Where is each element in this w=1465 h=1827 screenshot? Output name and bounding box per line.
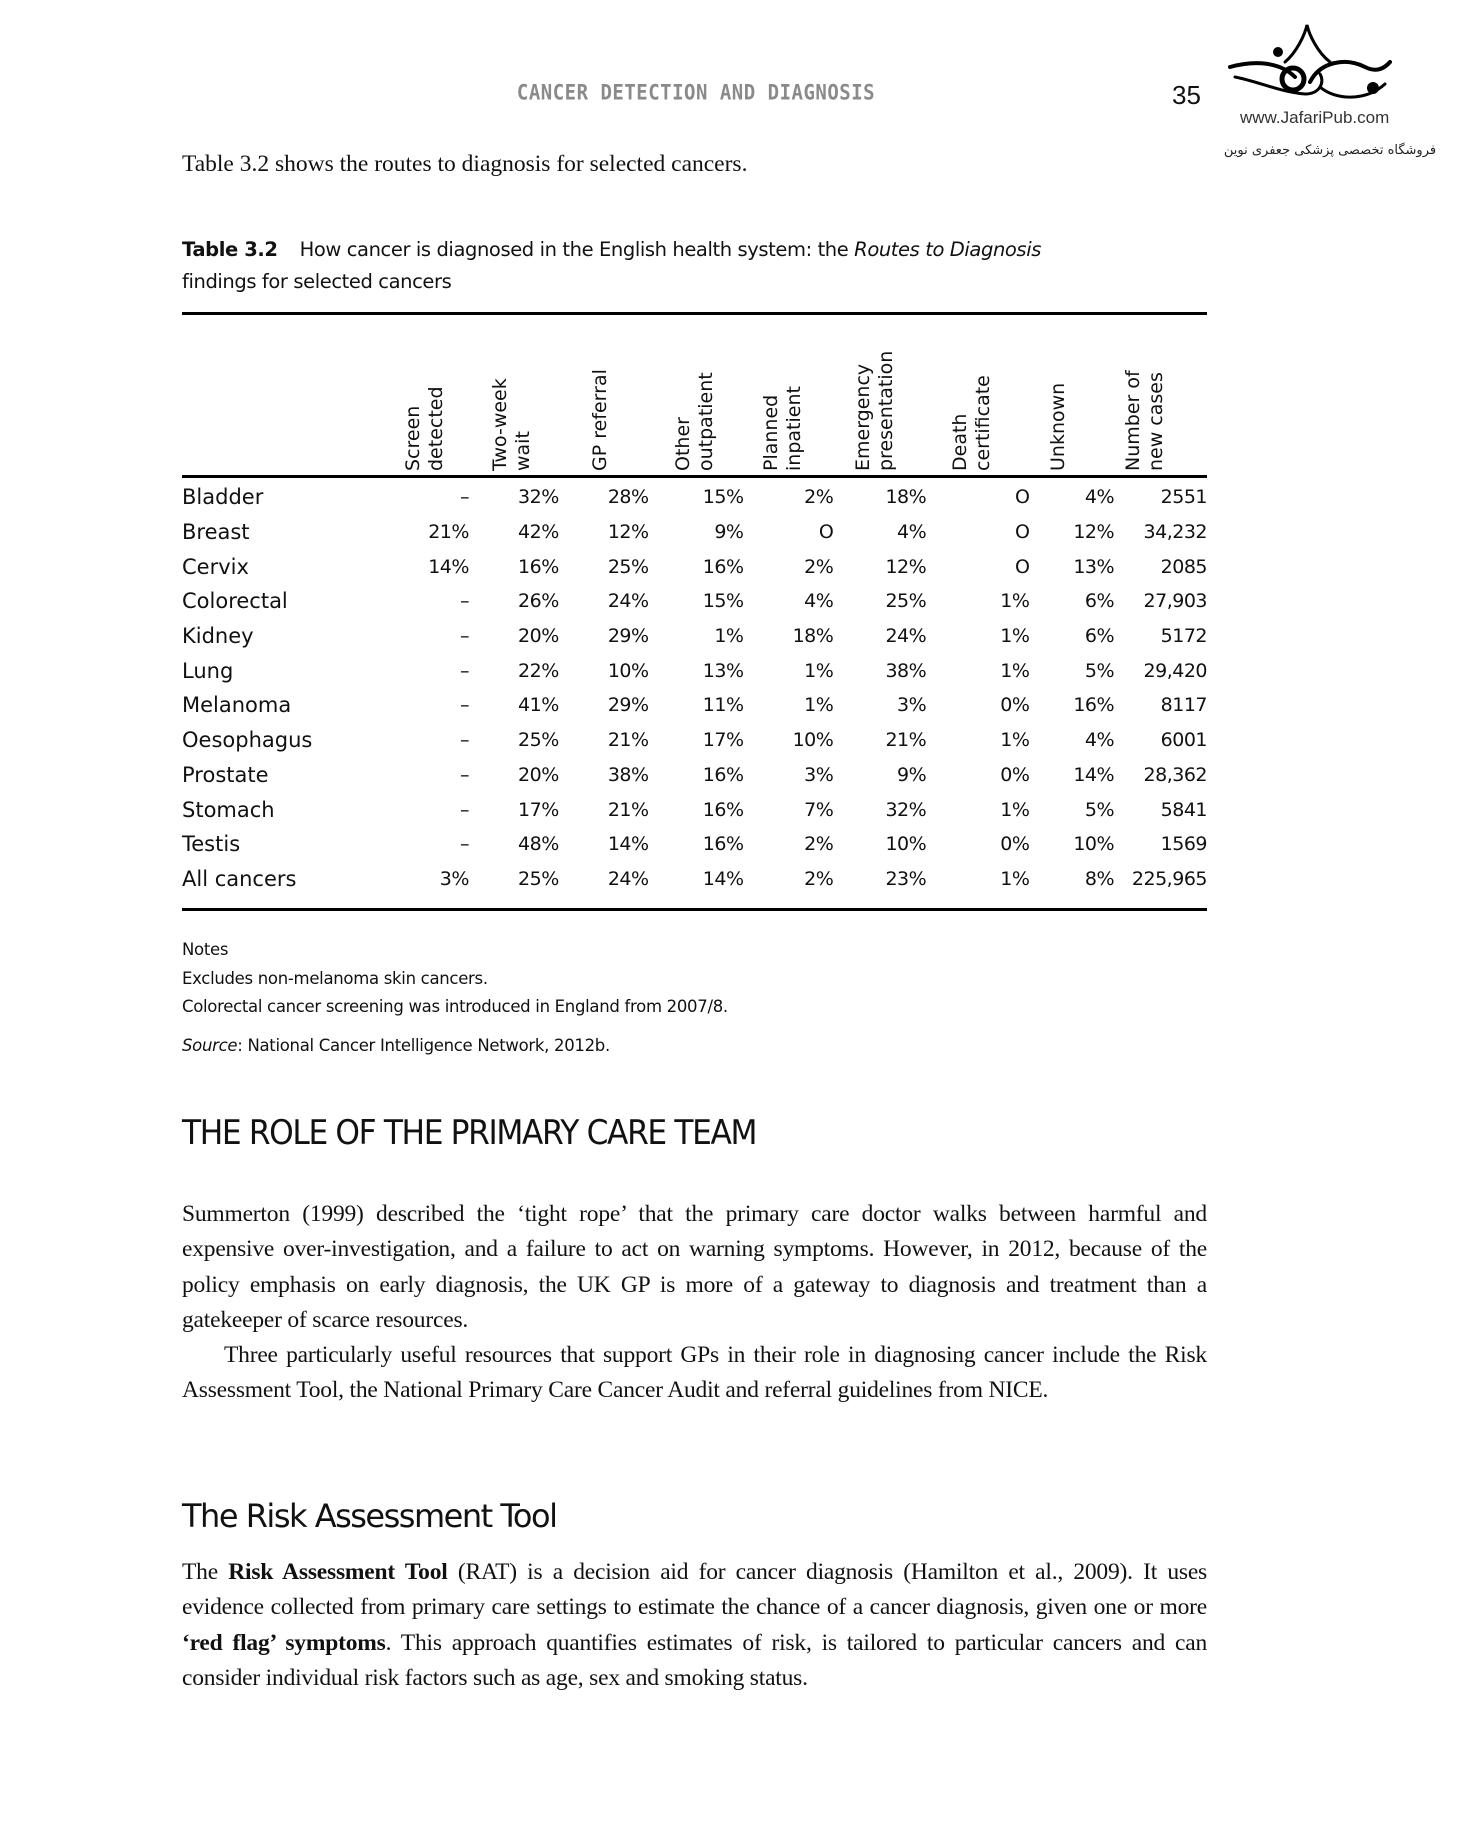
table-cell: 20% xyxy=(518,763,559,786)
column-header-line: Two-week xyxy=(489,378,511,471)
table-cell: 4% xyxy=(804,590,834,613)
table-cell: 5% xyxy=(1084,659,1115,682)
table-cell: 29% xyxy=(607,694,649,717)
table-row xyxy=(182,758,1207,793)
paragraph xyxy=(182,1555,1207,1696)
table-cell: 21% xyxy=(885,729,927,752)
table-cell: 25% xyxy=(518,729,559,752)
table-cell: 2% xyxy=(804,833,834,856)
caption-text: How cancer is diagnosed in the English health system: the xyxy=(299,238,855,261)
table-cell: 41% xyxy=(518,694,559,717)
table-cell: 21% xyxy=(428,521,469,544)
column-header xyxy=(852,323,898,471)
table-cell: 32% xyxy=(518,486,559,509)
note-item: Colorectal cancer screening was introduced in England from 2007/8. xyxy=(182,997,728,1016)
table-cell: 28,362 xyxy=(1143,763,1207,786)
row-label: Oesophagus xyxy=(182,728,313,753)
table-cell: 12% xyxy=(607,521,649,544)
table-row xyxy=(182,549,1207,584)
row-label: Cervix xyxy=(182,554,249,579)
table-cell: 42% xyxy=(518,521,559,544)
table-cell: 1% xyxy=(804,659,834,682)
table-cell: 6001 xyxy=(1160,729,1207,752)
table-cell: 22% xyxy=(518,659,559,682)
table-cell: 6% xyxy=(1084,625,1115,648)
table-cell: 0% xyxy=(1000,833,1030,856)
table-cell: 2551 xyxy=(1160,486,1207,509)
table-cell: 21% xyxy=(607,729,649,752)
table-cell: – xyxy=(459,763,469,786)
table-cell: 8% xyxy=(1084,867,1115,890)
table-label: Table 3.2 xyxy=(182,238,278,261)
table-source xyxy=(182,1036,610,1055)
column-header-line: outpatient xyxy=(695,372,717,471)
table-cell: 4% xyxy=(1084,729,1115,752)
column-header-line: detected xyxy=(425,386,447,471)
table-cell: 17% xyxy=(518,798,559,821)
table-row xyxy=(182,792,1207,827)
table-cell: 1% xyxy=(714,625,744,648)
bold-term: ‘red flag’ symptoms xyxy=(182,1629,386,1656)
notes-heading: Notes xyxy=(182,940,229,959)
column-header xyxy=(402,323,448,471)
table-row xyxy=(182,688,1207,723)
table-cell: O xyxy=(818,521,834,544)
table-cell: – xyxy=(459,833,469,856)
table-cell: 5172 xyxy=(1160,625,1207,648)
column-header xyxy=(589,323,612,471)
table-cell: 14% xyxy=(607,833,649,856)
table-header-rule xyxy=(182,475,1207,478)
table-cell: 29% xyxy=(607,625,649,648)
running-head: CANCER DETECTION AND DIAGNOSIS xyxy=(516,80,876,106)
table-cell: 21% xyxy=(607,798,649,821)
table-cell: O xyxy=(1014,486,1030,509)
text-run: The xyxy=(182,1559,229,1585)
column-header-line: Emergency xyxy=(852,363,874,471)
table-cell: 24% xyxy=(885,625,927,648)
table-cell: 24% xyxy=(607,867,649,890)
table-cell: 5841 xyxy=(1160,798,1207,821)
text-run: . This approach quantifies estimates of risk, is tailored to particular cancers and can consider individual risk factors such as age, sex and smoking status. xyxy=(182,1629,1207,1691)
table-cell: – xyxy=(459,729,469,752)
table-cell: – xyxy=(459,659,469,682)
table-row xyxy=(182,619,1207,654)
paragraph: Three particularly useful resources that support GPs in their role in diagnosing cancer include the Risk Assessment Tool, the National Primary Care Cancer Audit and referral guidelines from NICE. xyxy=(182,1342,1207,1404)
table-cell: 24% xyxy=(607,590,649,613)
table-cell: 9% xyxy=(714,521,744,544)
caption-text-line2: findings for selected cancers xyxy=(182,270,452,293)
table-cell: 28% xyxy=(607,486,649,509)
data-table xyxy=(182,480,1207,896)
table-cell: 4% xyxy=(1084,486,1115,509)
table-cell: 10% xyxy=(792,729,834,752)
paragraph: Summerton (1999) described the ‘tight rope’ that the primary care doctor walks between harmful and expensive over-investigation, and a failure to act on warning symptoms. However, in 2012, because of the policy emphasis on early diagnosis, the UK GP is more of a gateway to diagnosis and treatment than a gatekeeper of scarce resources. xyxy=(182,1201,1207,1333)
table-cell: 0% xyxy=(1000,694,1030,717)
section-heading: THE ROLE OF THE PRIMARY CARE TEAM xyxy=(182,1113,757,1153)
column-header-line: Planned xyxy=(760,394,782,471)
table-cell: – xyxy=(459,694,469,717)
table-cell: 15% xyxy=(702,486,744,509)
table-cell: 16% xyxy=(518,555,559,578)
column-header-line: certificate xyxy=(972,375,994,471)
column-header-line: Other xyxy=(672,417,694,471)
table-cell: 2% xyxy=(804,555,834,578)
table-caption xyxy=(182,234,1182,298)
source-text: : National Cancer Intelligence Network, 2012b. xyxy=(237,1036,610,1055)
table-cell: 1% xyxy=(804,694,834,717)
table-cell: 38% xyxy=(607,763,649,786)
table-cell: 16% xyxy=(1073,694,1115,717)
table-cell: 16% xyxy=(702,555,744,578)
column-header xyxy=(949,323,995,471)
column-header xyxy=(1122,323,1168,471)
row-label: Colorectal xyxy=(182,589,288,614)
table-row xyxy=(182,480,1207,515)
row-label: Melanoma xyxy=(182,693,292,718)
table-cell: 34,232 xyxy=(1143,521,1207,544)
row-label: Kidney xyxy=(182,624,254,649)
column-header-line: Number of xyxy=(1122,370,1144,471)
table-cell: 2% xyxy=(804,486,834,509)
jafaripub-logo-icon xyxy=(1225,22,1395,108)
column-header-line: inpatient xyxy=(783,386,805,471)
table-cell: 15% xyxy=(702,590,744,613)
table-cell: 14% xyxy=(1073,763,1115,786)
table-cell: 1% xyxy=(1000,729,1030,752)
table-cell: 32% xyxy=(885,798,927,821)
column-header-line: new cases xyxy=(1145,372,1167,471)
table-cell: 13% xyxy=(702,659,744,682)
table-cell: – xyxy=(459,798,469,821)
table-cell: 25% xyxy=(885,590,927,613)
table-cell: 12% xyxy=(1073,521,1115,544)
row-label: Stomach xyxy=(182,797,275,822)
row-label: All cancers xyxy=(182,866,297,891)
table-cell: 3% xyxy=(897,694,927,717)
table-top-rule xyxy=(182,312,1207,315)
table-cell: 16% xyxy=(702,798,744,821)
watermark-url: www.JafariPub.com xyxy=(1240,108,1390,127)
table-cell: 8117 xyxy=(1160,694,1207,717)
table-cell: 1569 xyxy=(1160,833,1207,856)
table-cell: 4% xyxy=(897,521,927,544)
table-cell: – xyxy=(459,625,469,648)
column-header-line: Death xyxy=(949,413,971,471)
row-label: Bladder xyxy=(182,485,264,510)
table-cell: 1% xyxy=(1000,625,1030,648)
table-row xyxy=(182,723,1207,758)
column-header xyxy=(489,323,535,471)
table-notes xyxy=(182,936,728,1022)
subsection-body xyxy=(182,1555,1207,1696)
table-cell: 48% xyxy=(518,833,559,856)
table-cell: 10% xyxy=(1073,833,1115,856)
column-header-line: Screen xyxy=(402,405,424,471)
table-cell: – xyxy=(459,486,469,509)
table-cell: 20% xyxy=(518,625,559,648)
table-cell: 2% xyxy=(804,867,834,890)
table-cell: 13% xyxy=(1073,555,1115,578)
table-cell: 0% xyxy=(1000,763,1030,786)
table-cell: 14% xyxy=(702,867,744,890)
table-cell: 16% xyxy=(702,833,744,856)
column-header xyxy=(1047,323,1070,471)
intro-text: Table 3.2 shows the routes to diagnosis for selected cancers. xyxy=(182,151,748,177)
table-row xyxy=(182,515,1207,550)
table-cell: 26% xyxy=(518,590,559,613)
table-cell: 225,965 xyxy=(1131,867,1207,890)
caption-italic: Routes to Diagnosis xyxy=(854,238,1041,261)
table-cell: O xyxy=(1014,521,1030,544)
table-cell: 25% xyxy=(607,555,649,578)
table-cell: 1% xyxy=(1000,867,1030,890)
page-number: 35 xyxy=(1172,80,1201,110)
row-label: Lung xyxy=(182,658,234,683)
table-cell: 38% xyxy=(885,659,927,682)
table-cell: 5% xyxy=(1084,798,1115,821)
watermark-tagline: فروشگاه تخصصی پزشکی جعفری نوین xyxy=(1223,143,1437,158)
row-label: Breast xyxy=(182,520,250,545)
table-cell: 3% xyxy=(439,867,469,890)
table-row xyxy=(182,653,1207,688)
note-item: Excludes non-melanoma skin cancers. xyxy=(182,968,488,988)
table-cell: 10% xyxy=(607,659,649,682)
column-header xyxy=(672,323,718,471)
table-cell: 14% xyxy=(428,555,469,578)
section-body xyxy=(182,1197,1207,1409)
column-header xyxy=(760,323,806,471)
table-cell: 9% xyxy=(897,763,927,786)
column-header-line: wait xyxy=(512,431,534,471)
table-cell: 18% xyxy=(885,486,927,509)
bold-term: Risk Assessment Tool xyxy=(228,1559,448,1585)
table-cell: 1% xyxy=(1000,659,1030,682)
table-cell: 18% xyxy=(792,625,834,648)
subsection-heading: The Risk Assessment Tool xyxy=(182,1497,557,1535)
table-cell: 3% xyxy=(804,763,834,786)
table-cell: 16% xyxy=(702,763,744,786)
row-label: Prostate xyxy=(182,762,269,787)
source-label: Source xyxy=(182,1036,238,1055)
table-cell: 7% xyxy=(804,798,834,821)
column-header-line: presentation xyxy=(875,350,897,471)
table-cell: 1% xyxy=(1000,798,1030,821)
row-label: Testis xyxy=(182,832,241,857)
table-cell: O xyxy=(1014,555,1030,578)
table-row xyxy=(182,827,1207,862)
table-row xyxy=(182,584,1207,619)
column-header-line: GP referral xyxy=(588,369,611,471)
table-cell: 25% xyxy=(518,867,559,890)
column-header-line: Unknown xyxy=(1046,382,1069,471)
table-cell: 29,420 xyxy=(1143,659,1207,682)
table-cell: 12% xyxy=(885,555,927,578)
table-cell: 23% xyxy=(885,867,927,890)
table-cell: 1% xyxy=(1000,590,1030,613)
table-cell: 10% xyxy=(885,833,927,856)
table-cell: – xyxy=(459,590,469,613)
table-cell: 6% xyxy=(1084,590,1115,613)
table-bottom-rule xyxy=(182,908,1207,911)
table-cell: 2085 xyxy=(1160,555,1207,578)
table-cell: 11% xyxy=(702,694,744,717)
text-run: (RAT) is a decision aid for cancer diagnosis (Hamilton et al., 2009). It uses evidence collected from primary care settings to estimate the chance of a cancer diagnosis, given one or more xyxy=(182,1559,1207,1621)
table-cell: 17% xyxy=(702,729,744,752)
table-row xyxy=(182,862,1207,897)
table-cell: 27,903 xyxy=(1143,590,1207,613)
